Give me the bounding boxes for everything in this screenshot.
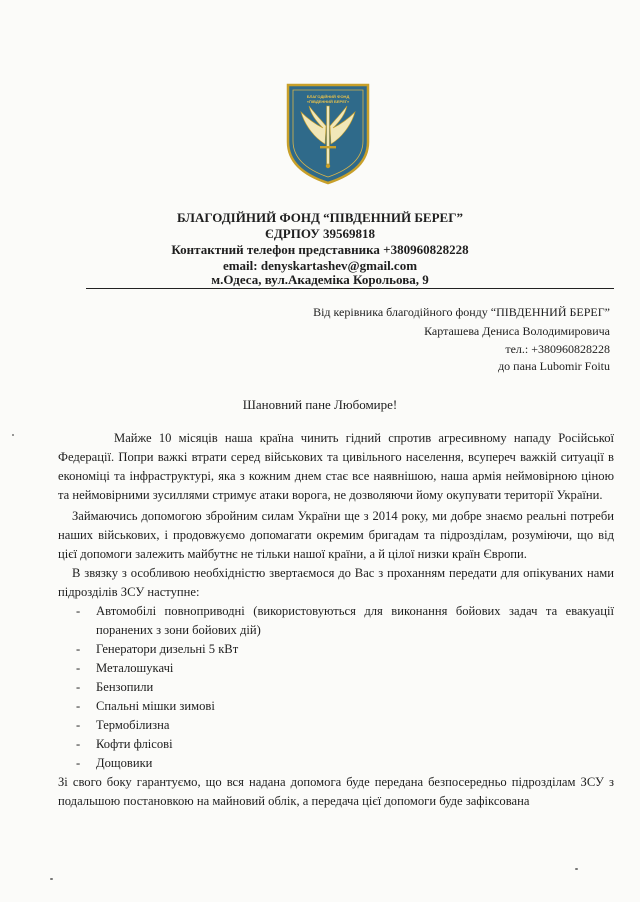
foundation-logo <box>285 82 371 186</box>
scan-speck <box>12 434 14 436</box>
list-item: - Кофти флісові <box>58 735 614 754</box>
sender-name: Карташева Дениса Володимировича <box>424 324 610 338</box>
logo-text: БЛАГОДІЙНИЙ ФОНД «ПІВДЕННИЙ БЕРЕГ» <box>306 94 350 104</box>
foundation-address: м.Одеса, вул.Академіка Корольова, 9 <box>211 272 429 287</box>
paragraph-2: Займаючись допомогою збройним силам України ще з 2014 року, ми добре знаємо реальні потреби наших військових, і продовжуємо допомагати окремим бригадам та підрозділам, розуміючи, що від цієї допомоги залежить майбутнє не тільки нашої країни, а й цілої низки країн Європи. <box>58 509 614 561</box>
paragraph-3: В звязку з особливою необхідністю звертаємося до Вас з проханням передати для опікуваних нами підрозділів ЗСУ наступне: <box>58 566 614 599</box>
list-item: - Спальні мішки зимові <box>58 697 614 716</box>
contact-phone: Контактний телефон представника +380960828228 <box>171 242 469 257</box>
paragraph-1: Майже 10 місяців наша країна чинить гідний спротив агресивному нападу Російської Федерації. Попри важкі втрати серед військових та цивільного населення, всупереч важкій ситуації в економіці та інфраструктурі, яка з кожним днем стає все наявнішою, наша армія неймовірною ціною та неймовірними зусиллями стримує атаки ворога, не дозволяючи йому окупувати території України. <box>58 431 614 502</box>
paragraph-4: Зі свого боку гарантуємо, що вся надана допомога буде передана безпосередньо підрозділам ЗСУ з подальшою постановкою на майновий облік, а передача цієї допомоги буде зафіксована <box>58 775 614 808</box>
list-item: - Генератори дизельні 5 кВт <box>58 640 614 659</box>
scan-speck <box>575 868 578 870</box>
scan-speck <box>50 878 53 880</box>
recipient: до пана Lubomir Foitu <box>498 359 610 373</box>
contact-email: email: denyskartashev@gmail.com <box>222 258 418 273</box>
sender-from: Від керівника благодійного фонду “ПІВДЕННИЙ БЕРЕГ” <box>313 305 610 319</box>
list-item: - Металошукачі <box>58 659 614 678</box>
greeting: Шановний пане Любомире! <box>242 397 398 412</box>
list-item: - Дощовики <box>58 754 614 773</box>
list-item: - Автомобілі повноприводні (використовуються для виконання бойових задач та евакуації поранених з зони бойових дій) <box>58 602 614 640</box>
header-divider <box>86 288 614 289</box>
list-item: - Термобілизна <box>58 716 614 735</box>
letter-body <box>58 429 614 811</box>
list-item: - Бензопили <box>58 678 614 697</box>
request-list <box>58 602 614 773</box>
foundation-name: БЛАГОДІЙНИЙ ФОНД “ПІВДЕННИЙ БЕРЕГ” <box>176 210 463 225</box>
sender-phone: тел.: +380960828228 <box>505 342 610 356</box>
edrpou-code: ЄДРПОУ 39569818 <box>265 226 375 241</box>
